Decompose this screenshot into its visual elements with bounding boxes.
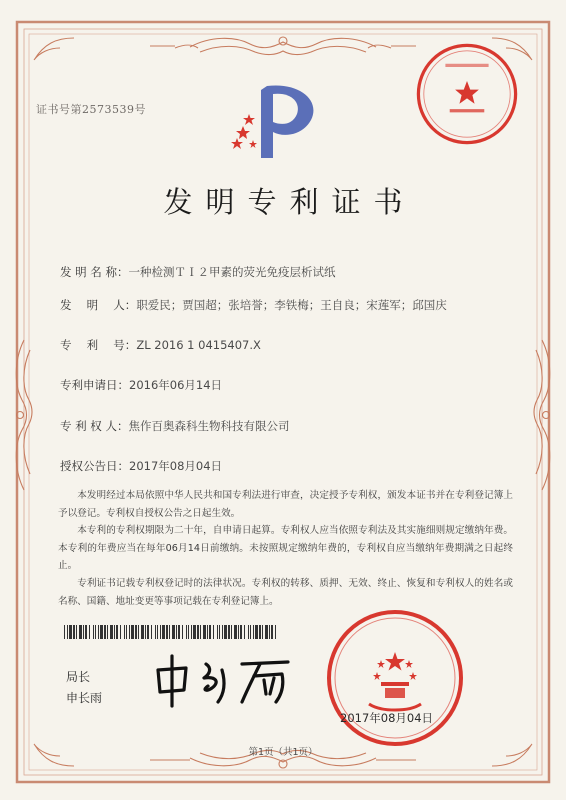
field-label: 发 明 名 称： (60, 265, 129, 279)
field-patent-number (60, 337, 261, 353)
field-application-date (60, 377, 222, 393)
certificate-serial-number: 证书号第2573539号 (36, 103, 146, 116)
official-seal-icon (413, 40, 521, 148)
patent-office-logo (229, 80, 329, 160)
field-label: 专利申请日： (60, 378, 129, 392)
field-invention-name (60, 264, 335, 280)
barcode-icon (64, 625, 280, 639)
paragraph: 本专利的专利权期限为二十年，自申请日起算。专利权人应当依照专利法及其实施细则规定缴纳年费。本专利的年费应当在每年06月14日前缴纳。未按照规定缴纳年费的，专利权自应当缴纳年费期满之日起终止。 (58, 525, 513, 572)
field-value: ZL 2016 1 0415407.X (136, 338, 261, 352)
paragraph: 专利证书记载专利权登记时的法律状况。专利权的转移、质押、无效、终止、恢复和专利权人的姓名或名称、国籍、地址变更等事项记载在专利登记簿上。 (58, 577, 513, 607)
field-label: 专 利 号： (60, 338, 137, 352)
handwritten-signature (150, 650, 295, 710)
signatory-title: 局长 (66, 670, 91, 684)
page-indicator: 第1页（共1页） (248, 747, 318, 758)
signatory-name: 申长雨 (66, 691, 103, 705)
field-value: 职爱民；贾国超；张培誉；李铁梅；王自良；宋莲军；邱国庆 (136, 298, 447, 312)
field-value: 2017年08月04日 (129, 459, 223, 473)
field-label: 授权公告日： (60, 459, 129, 473)
certificate-body-text (58, 487, 513, 610)
paragraph: 本发明经过本局依照中华人民共和国专利法进行审查，决定授予专利权，颁发本证书并在专利登记簿上予以登记。专利权自授权公告之日起生效。 (58, 490, 513, 519)
field-value: 焦作百奥森科生物科技有限公司 (128, 419, 290, 433)
field-patentee (60, 418, 289, 434)
field-value: 一种检测ＴＩ２甲素的荧光免疫层析试纸 (128, 265, 336, 279)
issue-date: 2017年08月04日 (340, 711, 434, 725)
field-label: 专 利 权 人： (60, 419, 129, 433)
national-ip-office-seal-icon (325, 608, 465, 748)
field-publication-date (60, 458, 222, 474)
field-inventors (60, 297, 447, 313)
field-label: 发 明 人： (60, 298, 137, 312)
field-value: 2016年06月14日 (129, 378, 223, 392)
certificate-title: 发明专利证书 (163, 185, 416, 219)
